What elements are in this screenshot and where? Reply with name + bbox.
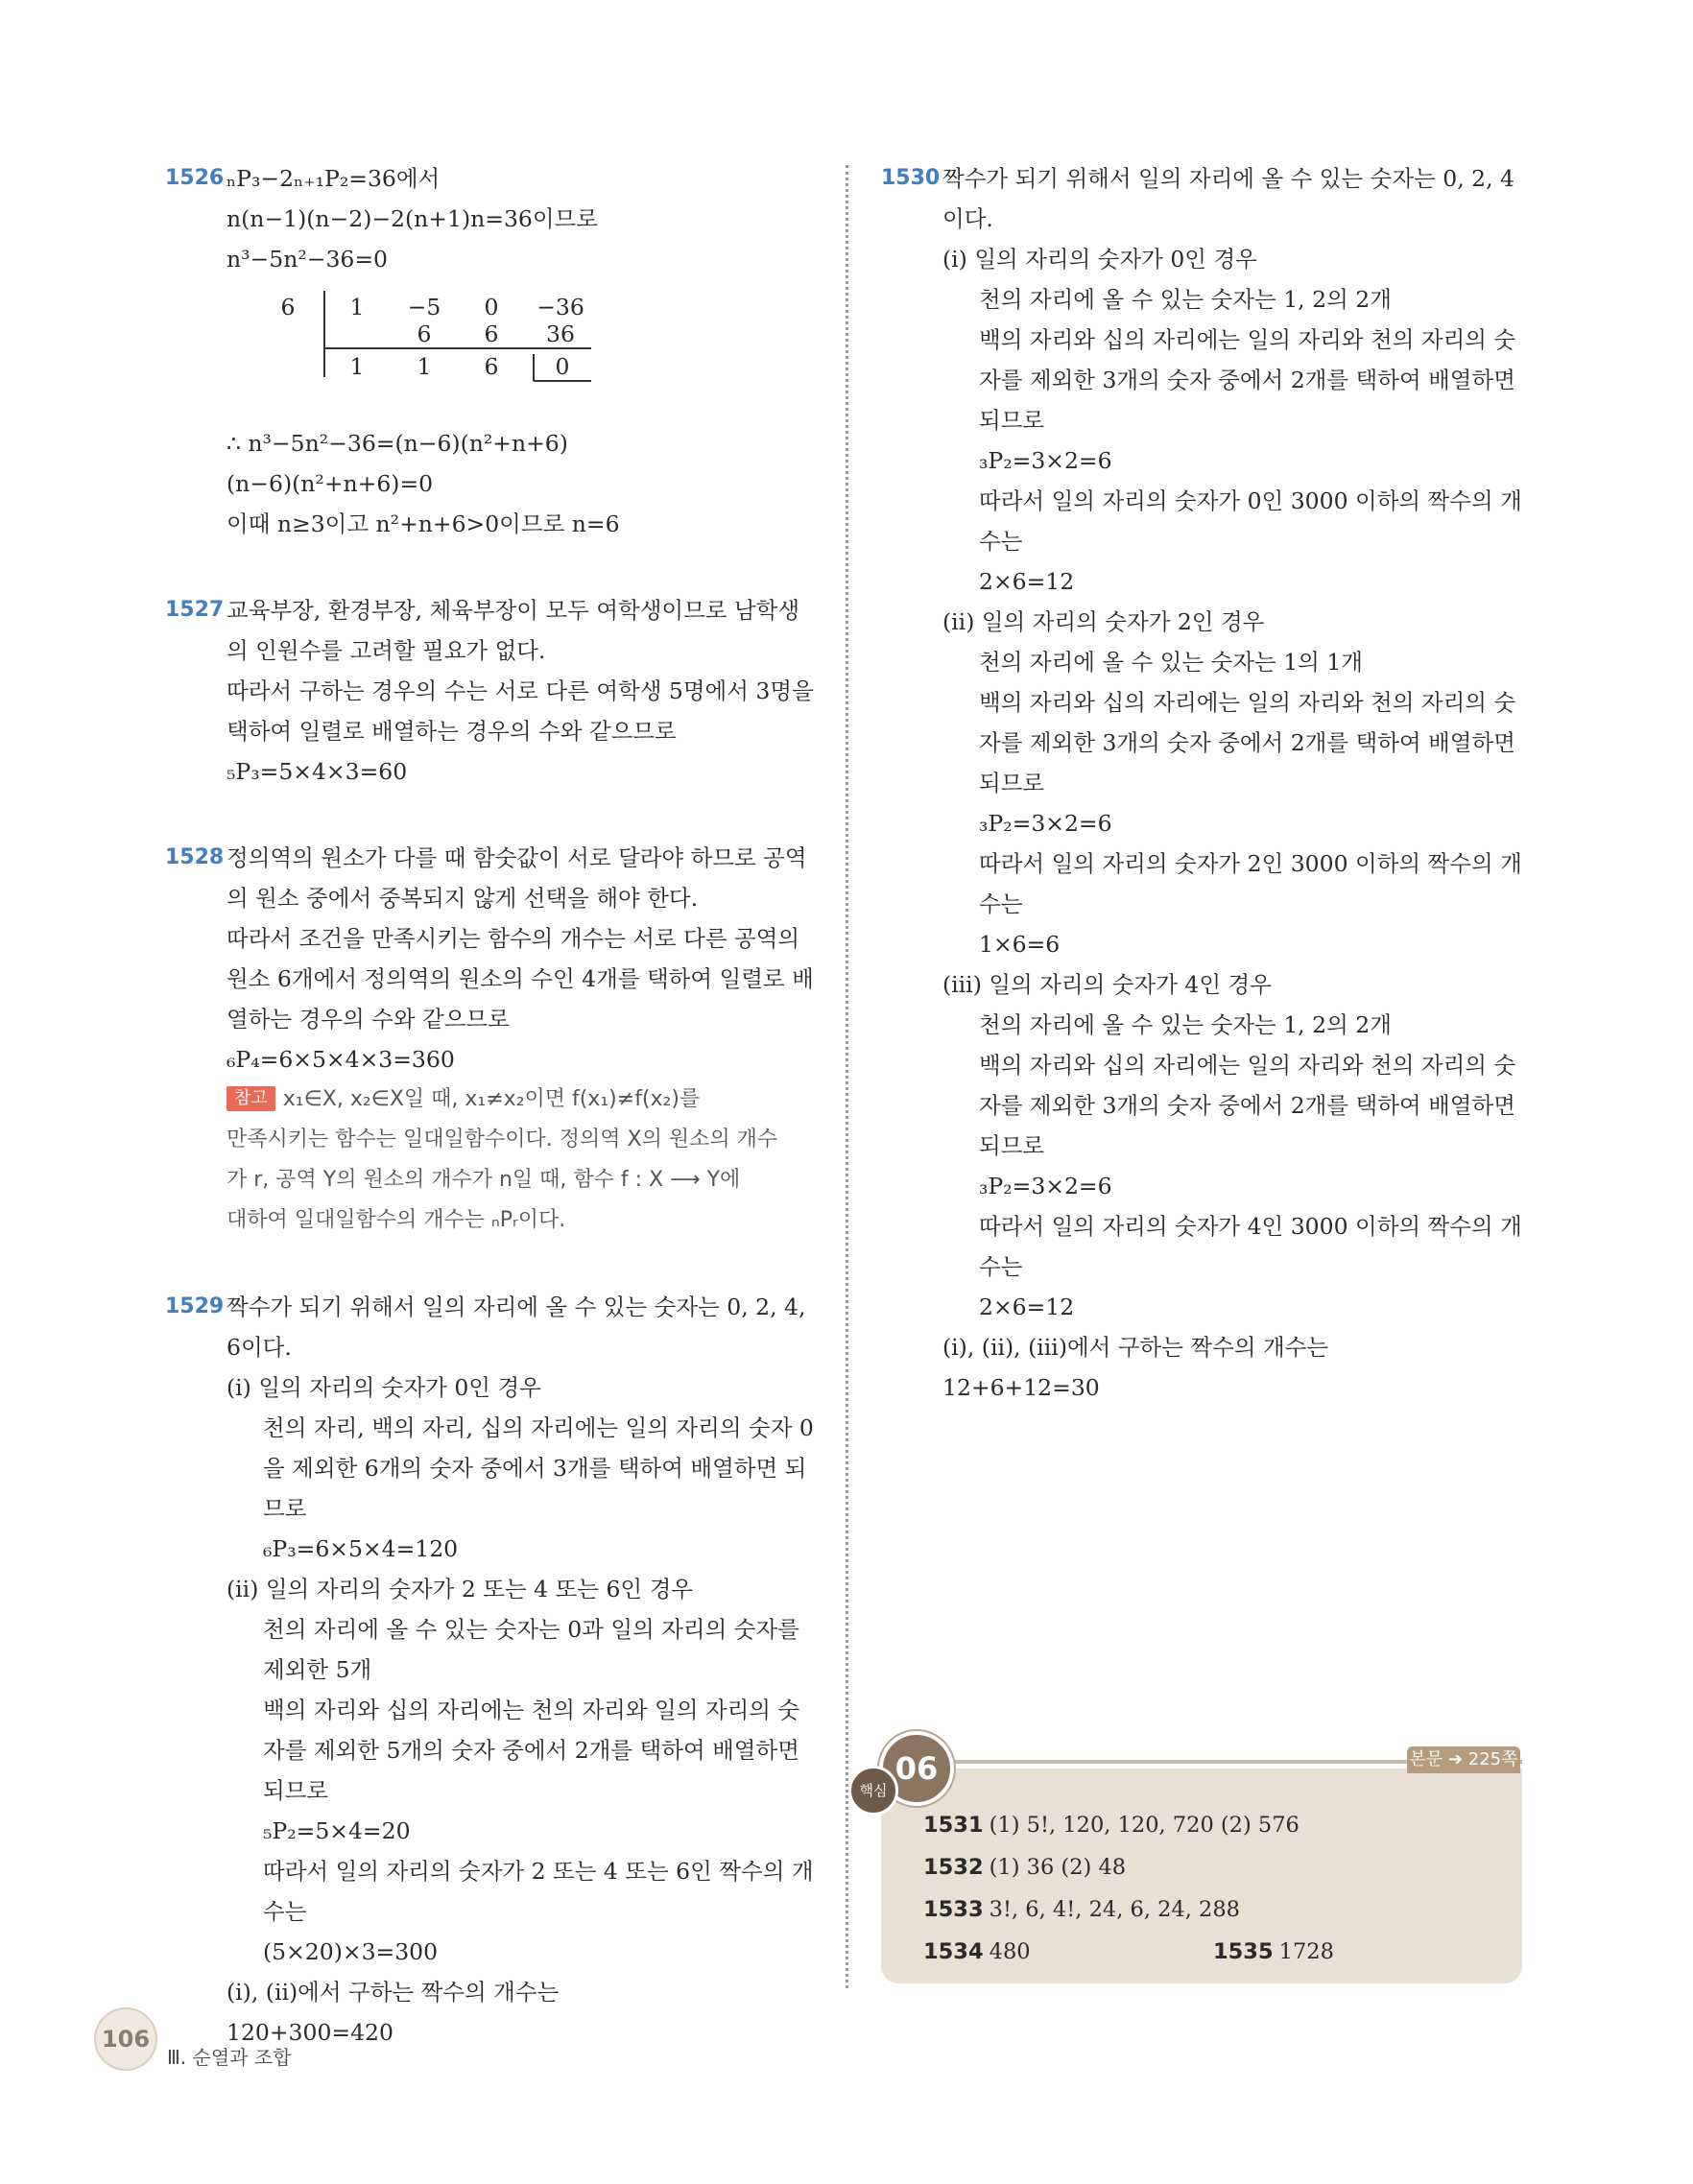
text-line: 제외한 5개 bbox=[263, 1656, 372, 1683]
text-line: 백의 자리와 십의 자리에는 일의 자리와 천의 자리의 숫 bbox=[979, 326, 1516, 353]
note-tag: 참고 bbox=[227, 1086, 275, 1111]
text-line: ₅P₂=5×4=20 bbox=[263, 1817, 411, 1844]
answer-text: 3!, 6, 4!, 24, 6, 24, 288 bbox=[989, 1897, 1241, 1922]
answer-1533 bbox=[923, 1895, 1240, 1924]
text-line: 짝수가 되기 위해서 일의 자리에 올 수 있는 숫자는 0, 2, 4 bbox=[942, 165, 1514, 192]
note-text: x₁∈X, x₂∈X일 때, x₁≠x₂이면 f(x₁)≠f(x₂)를 bbox=[282, 1087, 701, 1111]
remainder-cell: 0 bbox=[555, 353, 570, 380]
problem-1530 bbox=[881, 158, 1526, 1408]
coef-cell: −5 bbox=[407, 294, 441, 320]
answer-1534 bbox=[923, 1937, 1031, 1966]
text-line: 따라서 일의 자리의 숫자가 4인 3000 이하의 짝수의 개 bbox=[979, 1213, 1522, 1240]
mid-cell: 36 bbox=[546, 320, 575, 347]
text-line: ₆P₄=6×5×4×3=360 bbox=[227, 1046, 455, 1073]
text-line: 12+6+12=30 bbox=[942, 1374, 1100, 1401]
problem-1527 bbox=[165, 590, 814, 792]
text-line: 되므로 bbox=[979, 407, 1045, 434]
text-line: 백의 자리와 십의 자리에는 천의 자리와 일의 자리의 숫 bbox=[263, 1697, 800, 1723]
left-column bbox=[165, 158, 814, 2099]
text-line: 이때 n≥3이고 n²+n+6>0이므로 n=6 bbox=[227, 510, 620, 537]
answer-number: 1531 bbox=[923, 1813, 984, 1838]
text-line: (ⅰ), (ⅱ), (ⅲ)에서 구하는 짝수의 개수는 bbox=[942, 1334, 1329, 1361]
text-line: (5×20)×3=300 bbox=[263, 1938, 439, 1965]
text-line: 천의 자리에 올 수 있는 숫자는 1, 2의 2개 bbox=[979, 286, 1392, 313]
text-line: 천의 자리에 올 수 있는 숫자는 1의 1개 bbox=[979, 649, 1364, 676]
answer-number: 1533 bbox=[923, 1897, 984, 1922]
answer-text: 480 bbox=[989, 1939, 1031, 1964]
text-line: ₃P₂=3×2=6 bbox=[979, 810, 1112, 837]
text-line: 자를 제외한 3개의 숫자 중에서 2개를 택하여 배열하면 bbox=[979, 1092, 1515, 1119]
case-body bbox=[227, 1408, 814, 1569]
text-line: ₆P₃=6×5×4=120 bbox=[263, 1535, 459, 1562]
text-line: 천의 자리에 올 수 있는 숫자는 1, 2의 2개 bbox=[979, 1011, 1392, 1038]
text-line: 되므로 bbox=[263, 1777, 329, 1804]
core-number-badge: 06 bbox=[879, 1731, 954, 1806]
text-line: n(n−1)(n−2)−2(n+1)n=36이므로 bbox=[227, 205, 598, 232]
text-line: 원소 6개에서 정의역의 원소의 수인 4개를 택하여 일렬로 배 bbox=[227, 965, 814, 992]
text-line: 6이다. bbox=[227, 1334, 292, 1361]
answer-number: 1535 bbox=[1213, 1939, 1274, 1964]
answer-text: (1) 36 (2) 48 bbox=[989, 1855, 1127, 1880]
text-line: 이다. bbox=[942, 205, 993, 232]
text-line: 되므로 bbox=[979, 1132, 1045, 1159]
answer-1532 bbox=[923, 1853, 1126, 1882]
result-cell: 1 bbox=[417, 353, 432, 380]
text-line: 짝수가 되기 위해서 일의 자리에 올 수 있는 숫자는 0, 2, 4, bbox=[227, 1294, 806, 1320]
text-line: 열하는 경우의 수와 같으므로 bbox=[227, 1006, 510, 1033]
problem-number: 1528 bbox=[165, 845, 225, 869]
text-line: 자를 제외한 3개의 숫자 중에서 2개를 택하여 배열하면 bbox=[979, 729, 1515, 756]
case-heading: (ⅰ) 일의 자리의 숫자가 0인 경우 bbox=[942, 246, 1257, 273]
text-line: 되므로 bbox=[979, 770, 1045, 796]
right-column bbox=[881, 158, 1526, 1454]
core-label-badge: 핵심 bbox=[848, 1766, 898, 1816]
text-line: 백의 자리와 십의 자리에는 일의 자리와 천의 자리의 숫 bbox=[979, 1052, 1516, 1079]
text-line: (n−6)(n²+n+6)=0 bbox=[227, 470, 434, 497]
problem-number: 1529 bbox=[165, 1294, 225, 1318]
note-line: 대하여 일대일함수의 개수는 ₙPᵣ이다. bbox=[227, 1208, 566, 1232]
text-line: ₙP₃−2ₙ₊₁P₂=36에서 bbox=[227, 165, 441, 192]
text-line: 2×6=12 bbox=[979, 1294, 1075, 1320]
problem-1528 bbox=[165, 838, 814, 1241]
text-line: 120+300=420 bbox=[227, 2019, 393, 2046]
mid-cell: 6 bbox=[484, 320, 499, 347]
text-line: 자를 제외한 3개의 숫자 중에서 2개를 택하여 배열하면 bbox=[979, 367, 1515, 393]
problem-1529 bbox=[165, 1287, 814, 2053]
page-number: 106 bbox=[94, 2007, 157, 2071]
answer-box bbox=[881, 1769, 1522, 1983]
text-line: 택하여 일렬로 배열하는 경우의 수와 같으므로 bbox=[227, 718, 677, 745]
chapter-title: Ⅲ. 순열과 조합 bbox=[167, 2046, 292, 2069]
problem-number: 1527 bbox=[165, 598, 225, 622]
mid-cell: 6 bbox=[417, 320, 432, 347]
case-heading: (ⅲ) 일의 자리의 숫자가 4인 경우 bbox=[942, 971, 1272, 998]
text-line: ₃P₂=3×2=6 bbox=[979, 1173, 1112, 1199]
answer-number: 1532 bbox=[923, 1855, 984, 1880]
text-line: 백의 자리와 십의 자리에는 일의 자리와 천의 자리의 숫 bbox=[979, 689, 1516, 716]
text-line: 자를 제외한 5개의 숫자 중에서 2개를 택하여 배열하면 bbox=[263, 1737, 799, 1764]
text-line: 따라서 구하는 경우의 수는 서로 다른 여학생 5명에서 3명을 bbox=[227, 677, 814, 704]
text-line: 천의 자리에 올 수 있는 숫자는 0과 일의 자리의 숫자를 bbox=[263, 1616, 799, 1643]
problem-number: 1526 bbox=[165, 166, 225, 190]
coef-cell: 0 bbox=[484, 294, 499, 320]
text-line: 수는 bbox=[979, 1253, 1023, 1280]
case-heading: (ⅱ) 일의 자리의 숫자가 2 또는 4 또는 6인 경우 bbox=[227, 1576, 693, 1602]
text-line: ∴ n³−5n²−36=(n−6)(n²+n+6) bbox=[227, 430, 568, 457]
text-line: 의 인원수를 고려할 필요가 없다. bbox=[227, 637, 546, 664]
case-heading: (ⅰ) 일의 자리의 숫자가 0인 경우 bbox=[227, 1374, 541, 1401]
answer-1535 bbox=[1213, 1937, 1334, 1966]
coef-cell: −36 bbox=[537, 294, 584, 320]
text-line: 따라서 일의 자리의 숫자가 2 또는 4 또는 6인 짝수의 개 bbox=[263, 1858, 814, 1885]
text-line: 1×6=6 bbox=[979, 931, 1061, 958]
text-line: (ⅰ), (ⅱ)에서 구하는 짝수의 개수는 bbox=[227, 1979, 560, 2006]
result-cell: 1 bbox=[349, 353, 365, 380]
answer-text: (1) 5!, 120, 120, 720 (2) 576 bbox=[989, 1813, 1300, 1838]
text-line: 을 제외한 6개의 숫자 중에서 3개를 택하여 배열하면 되 bbox=[263, 1455, 807, 1482]
case-body bbox=[942, 279, 1526, 602]
note-line: 가 r, 공역 Y의 원소의 개수가 n일 때, 함수 f : X ⟶ Y에 bbox=[227, 1168, 741, 1192]
text-line: 따라서 조건을 만족시키는 함수의 개수는 서로 다른 공역의 bbox=[227, 925, 800, 952]
result-cell: 6 bbox=[484, 353, 499, 380]
text-line: ₃P₂=3×2=6 bbox=[979, 447, 1112, 474]
text-line: 교육부장, 환경부장, 체육부장이 모두 여학생이므로 남학생 bbox=[227, 597, 800, 624]
text-line: 따라서 일의 자리의 숫자가 0인 3000 이하의 짝수의 개 bbox=[979, 487, 1522, 514]
column-divider bbox=[846, 165, 848, 1988]
text-line: 따라서 일의 자리의 숫자가 2인 3000 이하의 짝수의 개 bbox=[979, 850, 1522, 877]
text-line: 므로 bbox=[263, 1495, 307, 1522]
note-line: 만족시키는 함수는 일대일함수이다. 정의역 X의 원소의 개수 bbox=[227, 1128, 778, 1151]
text-line: n³−5n²−36=0 bbox=[227, 246, 388, 273]
textbook-reference-tab: 본문 ➔ 225쪽 bbox=[1407, 1746, 1520, 1773]
text-line: 수는 bbox=[263, 1898, 307, 1925]
text-line: ₅P₃=5×4×3=60 bbox=[227, 758, 408, 785]
answer-number: 1534 bbox=[923, 1939, 984, 1964]
case-body bbox=[227, 1609, 814, 1972]
text-line: 2×6=12 bbox=[979, 568, 1075, 595]
case-heading: (ⅱ) 일의 자리의 숫자가 2인 경우 bbox=[942, 608, 1265, 635]
divisor: 6 bbox=[280, 294, 296, 320]
case-body bbox=[942, 1005, 1526, 1327]
coef-cell: 1 bbox=[349, 294, 365, 320]
text-line: 의 원소 중에서 중복되지 않게 선택을 해야 한다. bbox=[227, 885, 699, 912]
text-line: 수는 bbox=[979, 528, 1023, 555]
text-line: 수는 bbox=[979, 890, 1023, 917]
text-line: 천의 자리, 백의 자리, 십의 자리에는 일의 자리의 숫자 0 bbox=[263, 1414, 814, 1441]
synthetic-division bbox=[274, 285, 810, 415]
note-line bbox=[227, 1080, 810, 1120]
answer-1531 bbox=[923, 1811, 1300, 1840]
problem-1526 bbox=[165, 158, 810, 544]
problem-number: 1530 bbox=[881, 166, 941, 190]
case-body bbox=[942, 642, 1526, 964]
answer-text: 1728 bbox=[1278, 1939, 1334, 1964]
text-line: 정의역의 원소가 다를 때 함숫값이 서로 달라야 하므로 공역 bbox=[227, 844, 807, 871]
